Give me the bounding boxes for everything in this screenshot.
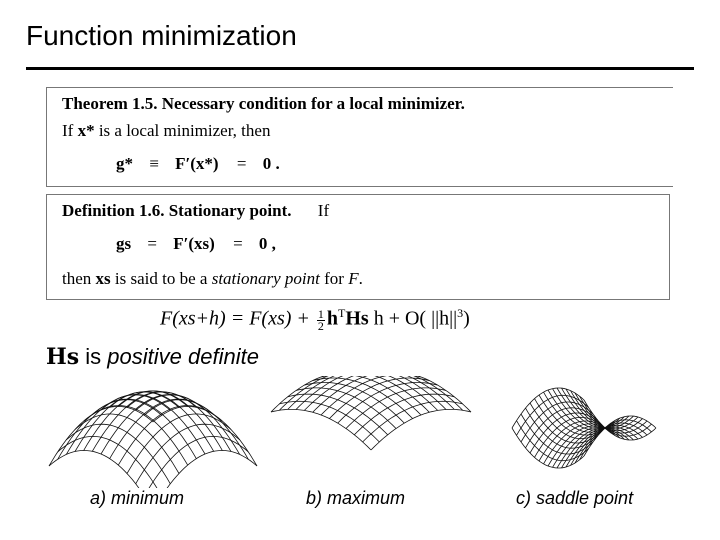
- taylor-sup-3: 3: [457, 306, 464, 320]
- mesh-line-u: [566, 427, 638, 467]
- theorem-line-post: is a local minimizer, then: [94, 121, 271, 140]
- mesh-line-u: [118, 406, 222, 466]
- caption-maximum: b) maximum: [306, 488, 406, 508]
- definition-line3-var: xs: [95, 269, 111, 288]
- taylor-Hs: Hs: [345, 307, 369, 330]
- theorem-eq-lhs: g*: [116, 154, 133, 173]
- hs-symbol: Hs: [46, 344, 80, 370]
- definition-eq-lhs: gs: [116, 234, 132, 253]
- definition-line3-end: .: [358, 269, 363, 288]
- mesh-line-v: [49, 450, 153, 488]
- mesh-line-v: [271, 409, 371, 450]
- mesh-line-u: [127, 414, 231, 474]
- theorem-eq-rhs: 0 .: [262, 154, 280, 173]
- mesh-line-u: [338, 383, 438, 424]
- mesh-line-u: [321, 376, 421, 415]
- caption-saddle-point: c) saddle point: [516, 488, 634, 508]
- title-divider: [26, 67, 694, 70]
- theorem-equation: [116, 154, 280, 174]
- definition-line3-pre: then: [62, 269, 96, 288]
- definition-heading: Definition 1.6. Stationary point.: [62, 201, 292, 220]
- mesh-line-u: [313, 376, 413, 412]
- mesh-line-u: [144, 436, 248, 488]
- taylor-sup-T: T: [338, 306, 346, 320]
- minimum-surface-plot: [46, 376, 260, 488]
- mesh-line-u: [153, 450, 257, 488]
- hs-statement: [46, 344, 259, 370]
- definition-heading-tail: If: [317, 201, 330, 220]
- mesh-line-u: [279, 376, 379, 410]
- hs-property: positive definite: [107, 344, 259, 369]
- mesh-line-v: [127, 392, 231, 452]
- mesh-line-v: [363, 376, 463, 410]
- mesh-line-u: [101, 394, 205, 454]
- theorem-line-pre: If: [62, 121, 78, 140]
- hs-is: is: [79, 344, 108, 369]
- theorem-line: [62, 121, 270, 141]
- definition-line3-mid: is said to be a: [110, 269, 212, 288]
- definition-eq-eq2: =: [233, 234, 243, 253]
- taylor-close: ): [463, 307, 470, 330]
- mesh-line-v: [288, 394, 388, 435]
- mesh-line-v: [58, 436, 162, 488]
- definition-eq-rhs: 0 ,: [258, 234, 276, 253]
- mesh-line-u: [75, 392, 179, 452]
- page-title: Function minimization: [26, 20, 297, 51]
- taylor-frac-den: 2: [317, 318, 324, 333]
- mesh-line-u: [371, 409, 471, 450]
- theorem-eq-equiv: ≡: [149, 154, 159, 173]
- maximum-surface-plot: [266, 376, 476, 488]
- theorem-heading: Theorem 1.5. Necessary condition for a local minimizer.: [62, 94, 465, 113]
- definition-equation: [116, 234, 276, 254]
- mesh-line-v: [84, 406, 188, 466]
- mesh-line-v: [66, 424, 170, 484]
- mesh-line-v: [144, 400, 248, 460]
- mesh-line-v: [75, 414, 179, 474]
- definition-line3-post: for: [319, 269, 349, 288]
- theorem-eq-eq: =: [236, 154, 247, 173]
- definition-line3: [62, 269, 363, 289]
- definition-line3-term: stationary point: [211, 269, 320, 288]
- definition-eq-mid: F′(xs): [173, 234, 215, 253]
- mesh-line-v: [321, 376, 421, 415]
- taylor-tail: h + O( ||h||: [368, 307, 458, 330]
- mesh-line-v: [566, 389, 638, 429]
- saddle-surface-plot: [504, 370, 664, 488]
- mesh-line-u: [136, 424, 240, 484]
- caption-minimum: a) minimum: [90, 488, 185, 508]
- definition-eq-eq1: =: [147, 234, 157, 253]
- definition-heading-line: [62, 201, 329, 221]
- theorem-eq-mid: F′(x*): [175, 154, 219, 173]
- taylor-formula: [160, 306, 470, 332]
- definition-line3-F: F: [348, 269, 359, 288]
- mesh-line-v: [329, 376, 429, 412]
- taylor-left: F(xs+h) = F(xs) +: [160, 307, 315, 330]
- mesh-line-u: [354, 394, 454, 435]
- mesh-line-v: [304, 383, 404, 424]
- taylor-h: h: [326, 307, 339, 330]
- taylor-fraction: [317, 306, 325, 333]
- theorem-line-var: x*: [77, 121, 95, 140]
- mesh-line-u: [58, 400, 162, 460]
- mesh-line-v: [101, 394, 205, 454]
- taylor-frac-num: 1: [317, 306, 324, 321]
